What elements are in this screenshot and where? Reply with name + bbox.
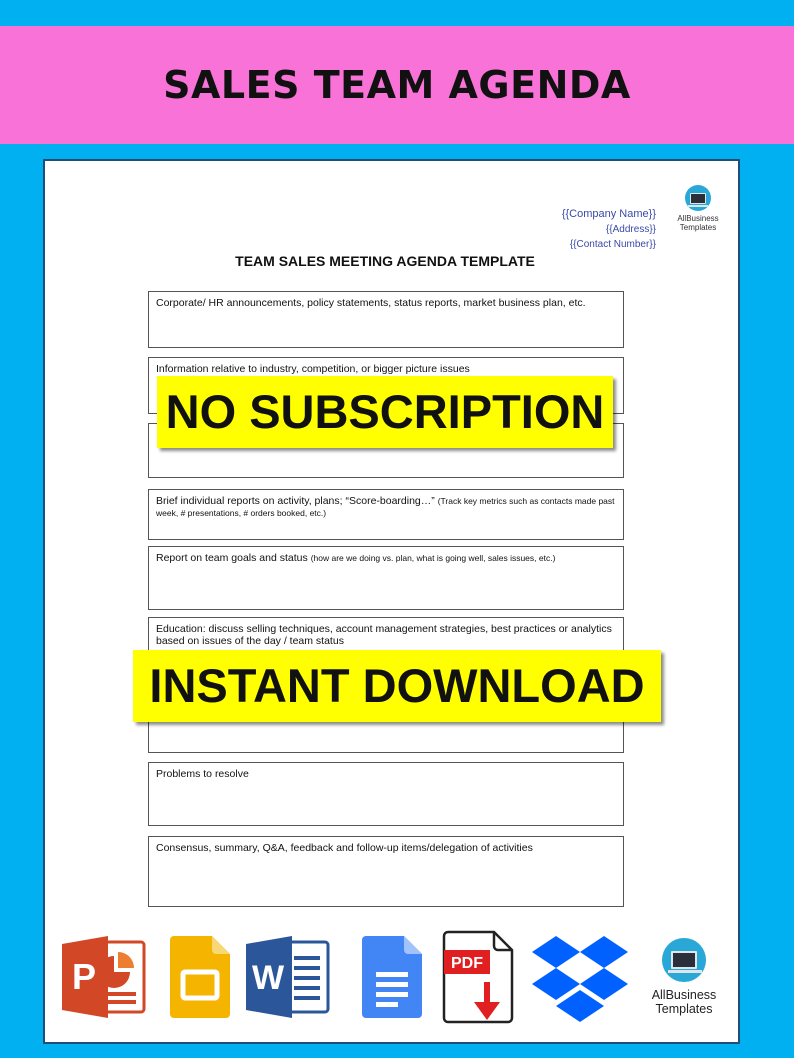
company-address: {{Address}} bbox=[605, 224, 656, 235]
agenda-item-note: (how are we doing vs. plan, what is going well, sales issues, etc.) bbox=[310, 553, 556, 563]
agenda-item-text: Report on team goals and status bbox=[156, 552, 308, 564]
laptop-icon bbox=[662, 938, 706, 982]
document-preview bbox=[43, 159, 740, 1044]
agenda-item bbox=[148, 546, 624, 610]
company-contact: {{Contact Number}} bbox=[569, 239, 656, 250]
banner-title: SALES TEAM AGENDA bbox=[163, 63, 631, 107]
agenda-item bbox=[148, 489, 624, 540]
brand-line1: AllBusiness bbox=[677, 214, 719, 223]
allbusiness-logo-small bbox=[673, 185, 723, 232]
pdf-label: PDF bbox=[451, 955, 483, 972]
agenda-item bbox=[148, 836, 624, 907]
laptop-icon bbox=[685, 185, 711, 211]
document-title: TEAM SALES MEETING AGENDA TEMPLATE bbox=[235, 253, 535, 269]
agenda-item bbox=[148, 291, 624, 348]
brand-line2-large: Templates bbox=[655, 1002, 713, 1016]
powerpoint-letter: P bbox=[71, 956, 97, 997]
agenda-item-text: Education: discuss selling techniques, account management strategies, best practices or analytics based on issues of the day / team status bbox=[156, 623, 612, 647]
brand-line1-large: AllBusiness bbox=[651, 988, 717, 1002]
dropbox-icon bbox=[532, 934, 628, 1024]
word-letter: W bbox=[251, 959, 285, 997]
google-slides-icon bbox=[170, 936, 230, 1018]
company-name: {{Company Name}} bbox=[561, 208, 656, 220]
agenda-item bbox=[148, 762, 624, 826]
agenda-item-text: Corporate/ HR announcements, policy statements, status reports, market business plan, etc. bbox=[156, 297, 586, 309]
google-docs-icon bbox=[362, 936, 422, 1018]
no-subscription-overlay: NO SUBSCRIPTION bbox=[157, 376, 613, 448]
agenda-item-text: Consensus, summary, Q&A, feedback and follow-up items/delegation of activities bbox=[156, 842, 533, 854]
agenda-item-note: (Track key metrics such as contacts made past week, # presentations, # orders booked, etc.) bbox=[156, 496, 615, 518]
allbusiness-logo bbox=[646, 938, 722, 1016]
agenda-item-text: Information relative to industry, competition, or bigger picture issues bbox=[156, 363, 470, 375]
pdf-icon bbox=[442, 930, 516, 1024]
powerpoint-icon bbox=[62, 934, 148, 1020]
company-block bbox=[562, 207, 656, 252]
instant-download-overlay: INSTANT DOWNLOAD bbox=[133, 650, 661, 722]
word-icon bbox=[246, 934, 332, 1020]
agenda-item-text: Brief individual reports on activity, plans; “Score-boarding…” bbox=[156, 495, 435, 507]
title-banner bbox=[0, 26, 794, 144]
brand-line2: Templates bbox=[679, 223, 717, 232]
agenda-item-text: Problems to resolve bbox=[156, 768, 249, 780]
